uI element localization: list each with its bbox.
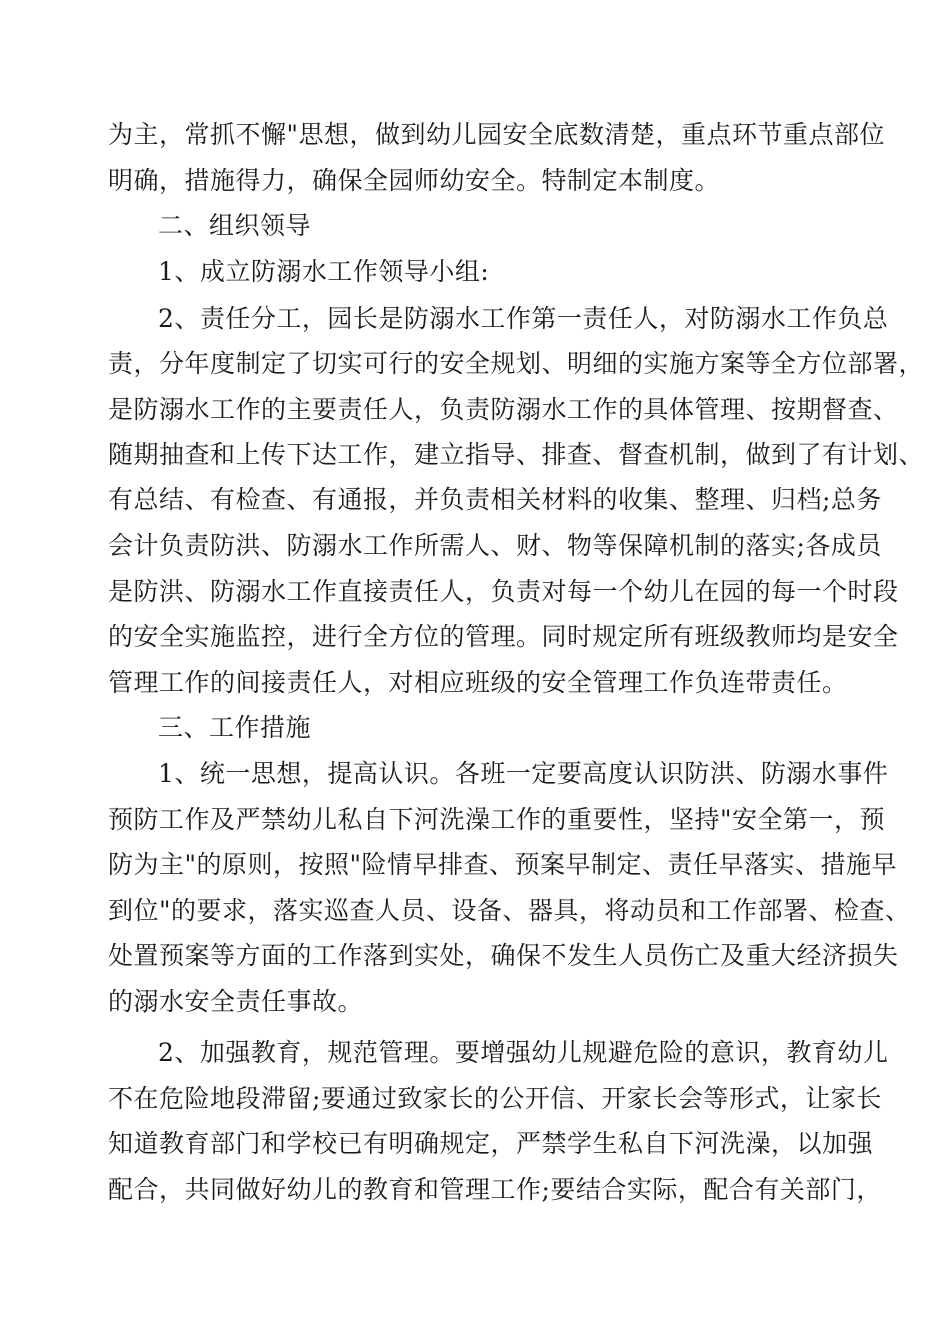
text-line: 配合，共同做好幼儿的教育和管理工作;要结合实际，配合有关部门， [108,1175,882,1204]
text-line: 预防工作及严禁幼儿私自下河洗澡工作的重要性，坚持"安全第一，预 [108,805,886,834]
text-line: 有总结、有检查、有通报，并负责相关材料的收集、整理、归档;总务 [108,485,882,514]
text-line: 2、加强教育，规范管理。要增强幼儿规避危险的意识，教育幼儿 [158,1038,889,1067]
text-line: 责，分年度制定了切实可行的安全规划、明细的实施方案等全方位部署， [108,349,925,378]
text-line: 到位"的要求，落实巡查人员、设备、器具，将动员和工作部署、检查、 [108,896,911,925]
text-line: 1、成立防溺水工作领导小组: [158,257,490,286]
section-heading: 三、工作措施 [158,713,312,742]
text-line: 2、责任分工，园长是防溺水工作第一责任人，对防溺水工作负总 [158,304,889,333]
text-line: 是防溺水工作的主要责任人，负责防溺水工作的具体管理、按期督查、 [108,395,899,424]
text-line: 随期抽查和上传下达工作，建立指导、排查、督查机制，做到了有计划、 [108,440,925,469]
text-line: 的安全实施监控，进行全方位的管理。同时规定所有班级教师均是安全 [108,622,899,651]
text-line: 防为主"的原则，按照"险情早排查、预案早制定、责任早落实、措施早 [108,850,898,879]
text-line: 为主，常抓不懈"思想，做到幼儿园安全底数清楚，重点环节重点部位 [108,120,886,149]
text-line: 的溺水安全责任事故。 [108,987,364,1016]
text-line: 明确，措施得力，确保全园师幼安全。特制定本制度。 [108,166,721,195]
text-line: 不在危险地段滞留;要通过致家长的公开信、开家长会等形式，让家长 [108,1084,882,1113]
text-line: 1、统一思想，提高认识。各班一定要高度认识防洪、防溺水事件 [158,759,889,788]
text-line: 会计负责防洪、防溺水工作所需人、财、物等保障机制的落实;各成员 [108,531,882,560]
text-line: 处置预案等方面的工作落到实处，确保不发生人员伤亡及重大经济损失 [108,941,899,970]
text-line: 是防洪、防溺水工作直接责任人，负责对每一个幼儿在园的每一个时段 [108,577,899,606]
section-heading: 二、组织领导 [158,211,312,240]
text-line: 知道教育部门和学校已有明确规定，严禁学生私自下河洗澡，以加强 [108,1129,874,1158]
text-line: 管理工作的间接责任人，对相应班级的安全管理工作负连带责任。 [108,668,848,697]
